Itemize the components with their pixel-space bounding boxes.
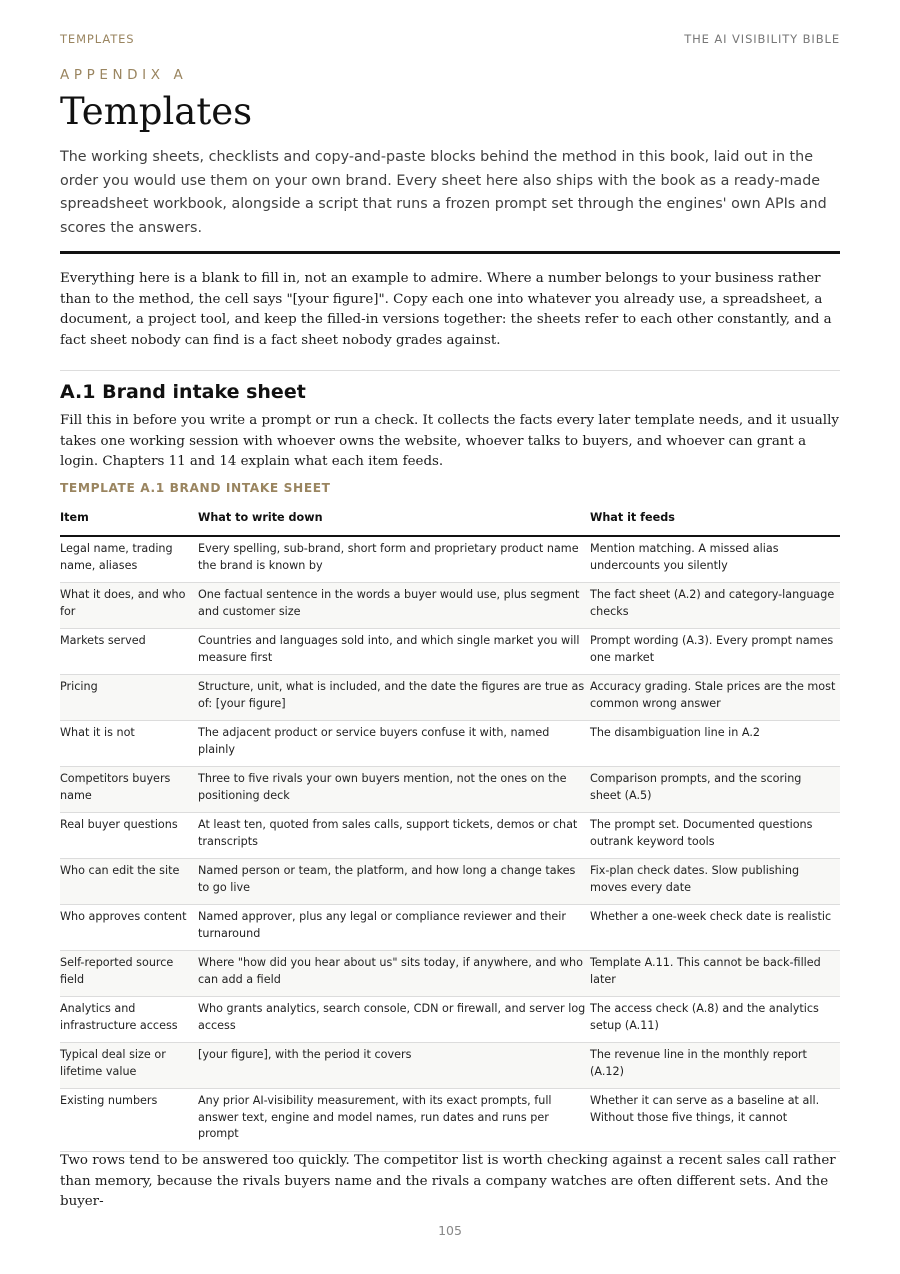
column-header-item: Item xyxy=(60,504,198,536)
running-head-book-title: THE AI VISIBILITY BIBLE xyxy=(684,32,840,46)
table-cell: Real buyer questions xyxy=(60,812,198,858)
table-row xyxy=(60,1088,840,1151)
brand-intake-table xyxy=(60,504,840,1152)
appendix-label: APPENDIX A xyxy=(60,67,188,83)
table-row xyxy=(60,1042,840,1088)
table-header-row xyxy=(60,504,840,536)
running-head xyxy=(60,32,840,48)
table-cell: Self-reported source field xyxy=(60,950,198,996)
heavy-divider xyxy=(60,251,840,254)
lede-paragraph: The working sheets, checklists and copy-and-paste blocks behind the method in this book, laid out in the order you would use them on your own brand. Every sheet here also ships with the book as a ready-made spreadsheet workbook, alongside a script that runs a frozen prompt set through the engines' own APIs and scores the answers. xyxy=(60,149,827,236)
table-cell: Prompt wording (A.3). Every prompt names one market xyxy=(590,628,840,674)
running-head-section: TEMPLATES xyxy=(60,32,135,46)
table-cell: Mention matching. A missed alias undercounts you silently xyxy=(590,536,840,583)
page-number: 105 xyxy=(438,1223,462,1238)
table-row xyxy=(60,858,840,904)
closing-paragraph: Two rows tend to be answered too quickly. The competitor list is worth checking against a recent sales call rather than memory, because the rivals buyers name and the rivals a company watches are often different sets. And the buyer- xyxy=(60,1153,836,1209)
table-cell: Accuracy grading. Stale prices are the most common wrong answer xyxy=(590,674,840,720)
table-cell: Typical deal size or lifetime value xyxy=(60,1042,198,1088)
table-cell: The prompt set. Documented questions outrank keyword tools xyxy=(590,812,840,858)
table-cell: Template A.11. This cannot be back-filled later xyxy=(590,950,840,996)
table-cell: The disambiguation line in A.2 xyxy=(590,720,840,766)
table-cell: At least ten, quoted from sales calls, support tickets, demos or chat transcripts xyxy=(198,812,590,858)
table-cell: The access check (A.8) and the analytics setup (A.11) xyxy=(590,996,840,1042)
table-cell: Countries and languages sold into, and which single market you will measure first xyxy=(198,628,590,674)
table-cell: Analytics and infrastructure access xyxy=(60,996,198,1042)
table-cell: Markets served xyxy=(60,628,198,674)
table-cell: Comparison prompts, and the scoring sheet (A.5) xyxy=(590,766,840,812)
table-cell: Whether a one-week check date is realistic xyxy=(590,904,840,950)
table-cell: Pricing xyxy=(60,674,198,720)
table-cell: What it is not xyxy=(60,720,198,766)
table-cell: Where "how did you hear about us" sits today, if anywhere, and who can add a field xyxy=(198,950,590,996)
table-row xyxy=(60,950,840,996)
table-cell: Whether it can serve as a baseline at all. Without those five things, it cannot xyxy=(590,1088,840,1151)
table-cell: Who approves content xyxy=(60,904,198,950)
table-row xyxy=(60,996,840,1042)
table-cell: Who grants analytics, search console, CDN or firewall, and server log access xyxy=(198,996,590,1042)
table-cell: The fact sheet (A.2) and category-language checks xyxy=(590,582,840,628)
table-cell: Fix-plan check dates. Slow publishing moves every date xyxy=(590,858,840,904)
light-divider xyxy=(60,370,840,371)
table-cell: The adjacent product or service buyers confuse it with, named plainly xyxy=(198,720,590,766)
table-caption: TEMPLATE A.1 BRAND INTAKE SHEET xyxy=(60,481,331,495)
page-title: Templates xyxy=(60,90,253,133)
table-row xyxy=(60,536,840,583)
column-header-what-it-feeds: What it feeds xyxy=(590,504,840,536)
table-cell: Who can edit the site xyxy=(60,858,198,904)
table-cell: Competitors buyers name xyxy=(60,766,198,812)
table-cell: Three to five rivals your own buyers mention, not the ones on the positioning deck xyxy=(198,766,590,812)
section-body: Fill this in before you write a prompt or run a check. It collects the facts every later template needs, and it usually takes one working session with whoever owns the website, whoever talks to buyers, and whoever can grant a login. Chapters 11 and 14 explain what each item feeds. xyxy=(60,413,839,469)
table-cell: Existing numbers xyxy=(60,1088,198,1151)
table-row xyxy=(60,766,840,812)
table-row xyxy=(60,674,840,720)
table-cell: One factual sentence in the words a buyer would use, plus segment and customer size xyxy=(198,582,590,628)
table-cell: Any prior AI-visibility measurement, with its exact prompts, full answer text, engine and model names, run dates and runs per prompt xyxy=(198,1088,590,1151)
table-row xyxy=(60,904,840,950)
table-row xyxy=(60,582,840,628)
table-cell: Named person or team, the platform, and how long a change takes to go live xyxy=(198,858,590,904)
table-cell: Every spelling, sub-brand, short form and proprietary product name the brand is known by xyxy=(198,536,590,583)
section-heading: A.1 Brand intake sheet xyxy=(60,381,306,403)
table-cell: Legal name, trading name, aliases xyxy=(60,536,198,583)
table-cell: The revenue line in the monthly report (A.12) xyxy=(590,1042,840,1088)
table-row xyxy=(60,720,840,766)
table-cell: What it does, and who for xyxy=(60,582,198,628)
table-row xyxy=(60,628,840,674)
intro-paragraph: Everything here is a blank to fill in, not an example to admire. Where a number belongs to your business rather than to the method, the cell says "[your figure]". Copy each one into whatever you already use, a spreadsheet, a document, a project tool, and keep the filled-in versions together: the sheets refer to each other constantly, and a fact sheet nobody can find is a fact sheet nobody grades against. xyxy=(60,271,832,348)
column-header-what-to-write: What to write down xyxy=(198,504,590,536)
table-row xyxy=(60,812,840,858)
table-cell: [your figure], with the period it covers xyxy=(198,1042,590,1088)
table-cell: Named approver, plus any legal or compliance reviewer and their turnaround xyxy=(198,904,590,950)
table-cell: Structure, unit, what is included, and the date the figures are true as of: [your figure] xyxy=(198,674,590,720)
